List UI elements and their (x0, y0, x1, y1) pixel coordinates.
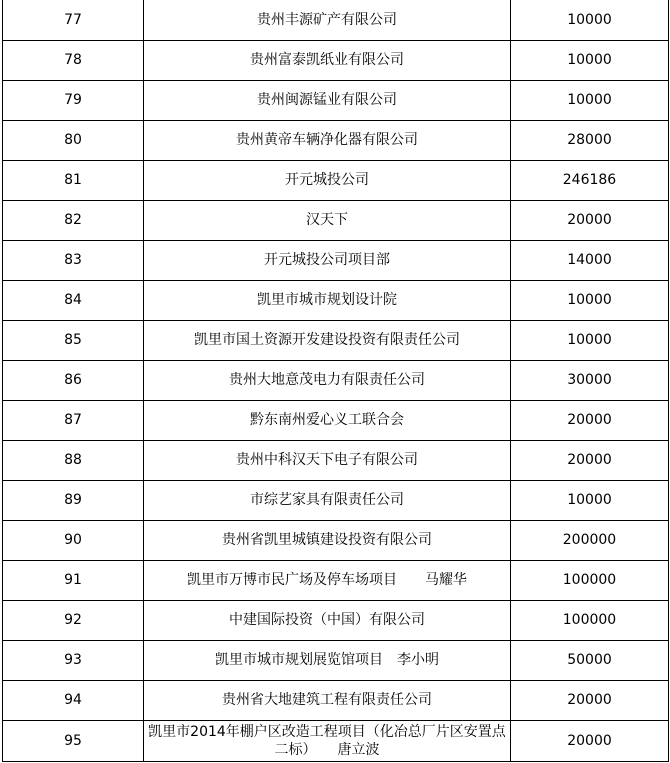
amount-cell: 246186 (511, 161, 669, 201)
amount-cell: 10000 (511, 321, 669, 361)
table-row (3, 481, 669, 521)
row-number-cell: 88 (3, 441, 144, 481)
company-name-cell: 开元城投公司 (144, 161, 511, 201)
amount-cell: 10000 (511, 81, 669, 121)
row-number-cell: 89 (3, 481, 144, 521)
row-number-cell: 90 (3, 521, 144, 561)
amount-cell: 20000 (511, 401, 669, 441)
table-row (3, 721, 669, 762)
table-row (3, 281, 669, 321)
company-name-cell: 汉天下 (144, 201, 511, 241)
amount-cell: 28000 (511, 121, 669, 161)
table-row (3, 521, 669, 561)
row-number-cell: 86 (3, 361, 144, 401)
row-number-cell: 92 (3, 601, 144, 641)
amount-cell: 50000 (511, 641, 669, 681)
company-name-cell: 贵州大地意茂电力有限责任公司 (144, 361, 511, 401)
table-row (3, 681, 669, 721)
company-name-cell: 贵州丰源矿产有限公司 (144, 0, 511, 41)
amount-cell: 14000 (511, 241, 669, 281)
row-number-cell: 94 (3, 681, 144, 721)
row-number-cell: 83 (3, 241, 144, 281)
table-row (3, 201, 669, 241)
company-name-cell: 凯里市国土资源开发建设投资有限责任公司 (144, 321, 511, 361)
table-row (3, 361, 669, 401)
table-row (3, 321, 669, 361)
amount-cell: 10000 (511, 0, 669, 41)
amount-cell: 10000 (511, 41, 669, 81)
amount-cell: 30000 (511, 361, 669, 401)
row-number-cell: 87 (3, 401, 144, 441)
amount-cell: 10000 (511, 481, 669, 521)
company-name-cell: 开元城投公司项目部 (144, 241, 511, 281)
amount-cell: 200000 (511, 521, 669, 561)
row-number-cell: 85 (3, 321, 144, 361)
table-body (3, 0, 669, 762)
table-row (3, 121, 669, 161)
company-name-cell: 贵州富泰凯纸业有限公司 (144, 41, 511, 81)
table-row (3, 81, 669, 121)
row-number-cell: 81 (3, 161, 144, 201)
table-row (3, 641, 669, 681)
amount-cell: 10000 (511, 281, 669, 321)
row-number-cell: 80 (3, 121, 144, 161)
table-row (3, 241, 669, 281)
row-number-cell: 84 (3, 281, 144, 321)
row-number-cell: 91 (3, 561, 144, 601)
row-number-cell: 78 (3, 41, 144, 81)
company-name-cell: 凯里市城市规划设计院 (144, 281, 511, 321)
row-number-cell: 93 (3, 641, 144, 681)
amount-cell: 20000 (511, 201, 669, 241)
company-name-cell: 贵州省大地建筑工程有限责任公司 (144, 681, 511, 721)
company-name-cell: 贵州闽源锰业有限公司 (144, 81, 511, 121)
company-name-cell: 中建国际投资（中国）有限公司 (144, 601, 511, 641)
amount-cell: 100000 (511, 561, 669, 601)
company-name-cell: 市综艺家具有限责任公司 (144, 481, 511, 521)
table-row (3, 0, 669, 41)
table-row (3, 161, 669, 201)
row-number-cell: 79 (3, 81, 144, 121)
amount-cell: 20000 (511, 721, 669, 762)
row-number-cell: 77 (3, 0, 144, 41)
row-number-cell: 82 (3, 201, 144, 241)
company-name-cell: 凯里市万博市民广场及停车场项目 马耀华 (144, 561, 511, 601)
table-row (3, 41, 669, 81)
company-name-cell: 贵州省凯里城镇建设投资有限公司 (144, 521, 511, 561)
donation-table (2, 0, 669, 762)
table-row (3, 561, 669, 601)
company-name-cell: 凯里市2014年棚户区改造工程项目（化冶总厂片区安置点二标） 唐立波 (144, 721, 511, 762)
table-row (3, 401, 669, 441)
table-row (3, 601, 669, 641)
amount-cell: 20000 (511, 441, 669, 481)
row-number-cell: 95 (3, 721, 144, 762)
company-name-cell: 凯里市城市规划展览馆项目 李小明 (144, 641, 511, 681)
company-name-cell: 贵州黄帝车辆净化器有限公司 (144, 121, 511, 161)
company-name-cell: 贵州中科汉天下电子有限公司 (144, 441, 511, 481)
table-row (3, 441, 669, 481)
amount-cell: 20000 (511, 681, 669, 721)
amount-cell: 100000 (511, 601, 669, 641)
company-name-cell: 黔东南州爱心义工联合会 (144, 401, 511, 441)
